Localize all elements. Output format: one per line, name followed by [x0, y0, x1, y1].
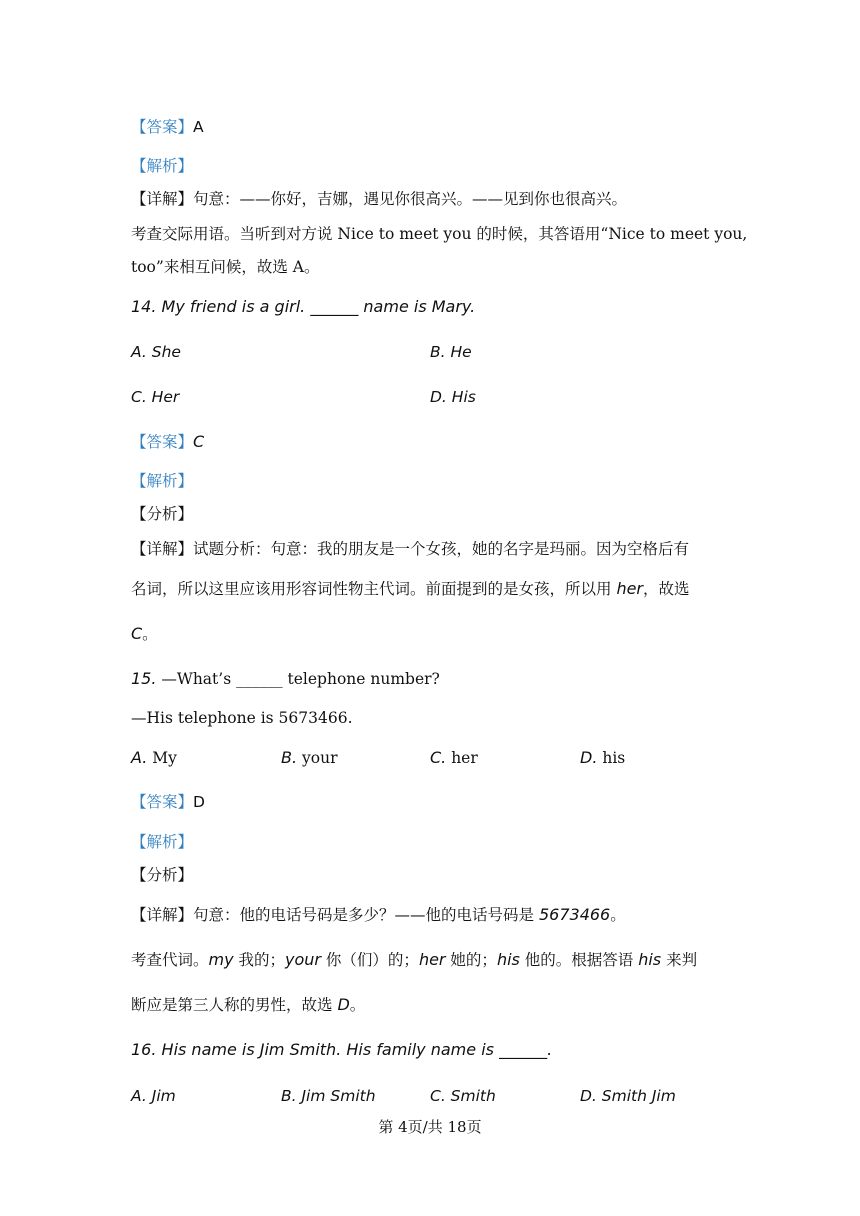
detail-tag: 【详解】: [131, 540, 194, 558]
q16-option-a: A. Jim: [131, 1087, 176, 1105]
analysis-heading: [131, 831, 193, 853]
emphasis: my: [208, 950, 234, 969]
text-segment: 断应是第三人称的男性，故选: [131, 996, 338, 1014]
question-15-reply: —His telephone is 5673466.: [131, 709, 353, 727]
detail-line: [131, 904, 626, 926]
text-segment: ，故选: [643, 580, 690, 598]
emphasis: your: [285, 950, 321, 969]
option-word: his: [602, 749, 626, 767]
text-segment: 我的；: [233, 951, 286, 969]
analysis-heading: [131, 155, 193, 177]
option-letter: A.: [131, 748, 148, 767]
q14-option-d: D. His: [430, 388, 476, 406]
emphasis: his: [496, 950, 520, 969]
analysis-heading: [131, 470, 193, 492]
text-segment: 名词，所以这里应该用形容词性物主代词。前面提到的是女孩，所以用: [131, 580, 617, 598]
fenxi-heading: 【分析】: [131, 866, 194, 884]
question-15: [131, 668, 440, 690]
answer-line-14: [131, 431, 204, 453]
text-segment: 。: [610, 906, 626, 924]
analysis-tag: 【解析】: [131, 833, 194, 851]
q14-option-b: B. He: [430, 343, 472, 361]
text-segment: 她的；: [445, 951, 497, 969]
emphasis: his: [638, 950, 662, 969]
emphasis: her: [418, 950, 446, 969]
explanation-line-1: 考查交际用语。当听到对方说 Nice to meet you 的时候，其答语用“Nice to meet you,: [131, 225, 748, 243]
q14-option-c: C. Her: [131, 388, 180, 406]
option-letter: C.: [430, 748, 447, 767]
analysis-tag: 【解析】: [131, 472, 194, 490]
text-segment: 。: [142, 625, 158, 643]
option-word: My: [152, 749, 177, 767]
fenxi-heading: 【分析】: [131, 505, 194, 523]
explanation-line-2: [131, 994, 365, 1016]
text-segment: 考查代词。: [131, 951, 209, 969]
emphasis: her: [616, 579, 643, 598]
option-word: her: [451, 749, 478, 767]
explanation-line-1: [131, 949, 697, 971]
answer-value: A: [193, 118, 204, 136]
detail-line: [131, 538, 689, 560]
emphasis: 5673466: [538, 905, 611, 924]
q16-option-c: C. Smith: [430, 1087, 496, 1105]
text-segment: 他的电话号码是: [425, 906, 539, 924]
analysis-tag: 【解析】: [131, 157, 194, 175]
answer-line-15: [131, 791, 205, 813]
q16-option-b: B. Jim Smith: [281, 1087, 376, 1105]
detail-tag: 【详解】: [131, 190, 194, 208]
detail-text: 试题分析：句意：我的朋友是一个女孩，她的名字是玛丽。因为空格后有: [193, 540, 690, 558]
dash: ——: [394, 906, 426, 924]
text-segment: 他的。根据答语: [519, 951, 639, 969]
page-footer: 第 4页/共 18页: [378, 1118, 482, 1136]
q16-option-d: D. Smith Jim: [580, 1087, 676, 1105]
explanation-line-2: too”来相互问候，故选 A。: [131, 258, 320, 276]
option-letter: B.: [281, 748, 298, 767]
q15-option-d: [580, 747, 625, 769]
option-letter: D.: [580, 748, 598, 767]
explanation-line-1: [131, 578, 690, 600]
question-14: 14. My friend is a girl. ______ name is Mary.: [131, 297, 476, 316]
explanation-line-2: [131, 623, 158, 645]
answer-tag: 【答案】: [131, 793, 194, 811]
question-number: 15.: [131, 669, 157, 688]
q14-option-a: A. She: [131, 343, 181, 361]
answer-value: D: [193, 793, 205, 811]
text-segment: 。: [349, 996, 366, 1014]
text-segment: 句意：他的电话号码是多少？: [193, 906, 395, 924]
q15-option-c: [430, 747, 478, 769]
answer-line-13: [131, 116, 204, 138]
detail-tag: 【详解】: [131, 906, 194, 924]
answer-value: C: [193, 432, 205, 451]
question-text: —What’s ______ telephone number?: [161, 670, 440, 688]
text-segment: 你（们）的；: [321, 951, 419, 969]
detail-line: [131, 188, 627, 210]
q15-option-b: [281, 747, 337, 769]
emphasis: C: [131, 624, 143, 643]
answer-tag: 【答案】: [131, 118, 194, 136]
detail-text: 句意：——你好，吉娜，遇见你很高兴。——见到你也很高兴。: [193, 190, 628, 208]
option-word: your: [302, 749, 338, 767]
q15-option-a: [131, 747, 177, 769]
text-segment: 来判: [661, 951, 698, 969]
answer-tag: 【答案】: [131, 433, 194, 451]
emphasis: D: [337, 995, 350, 1014]
question-16: 16. His name is Jim Smith. His family name is ______.: [131, 1040, 553, 1059]
